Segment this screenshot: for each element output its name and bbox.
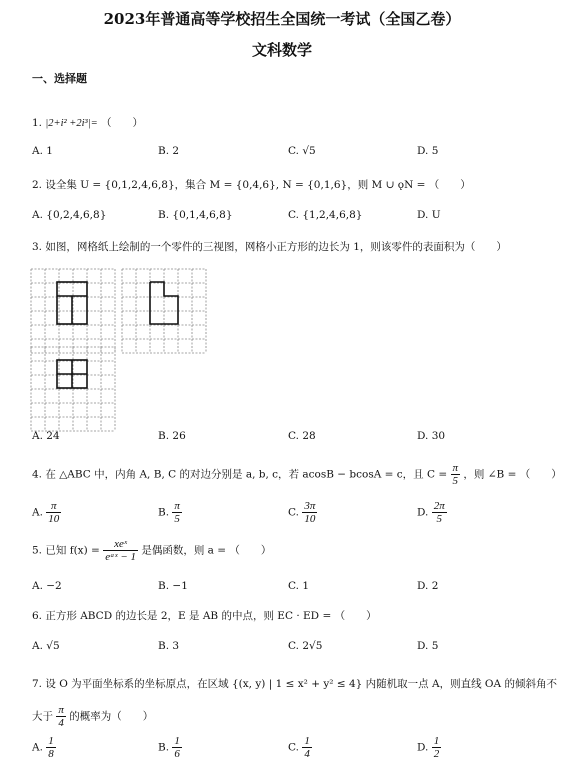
q5-option-a: A. −2 xyxy=(32,580,62,592)
q6-option-a: A. √5 xyxy=(32,640,60,652)
q2-text-2: N = （ ） xyxy=(404,179,471,191)
question-2 xyxy=(32,178,471,192)
q7-option-d: D. $\frac{1}{2}$ xyxy=(417,735,440,760)
q5-option-c: C. 1 xyxy=(288,580,310,592)
q5-option-d: D. 2 xyxy=(417,580,439,592)
q3-option-b: B. 26 xyxy=(158,430,186,442)
q4-text-2: ，则 ∠B = （ ） xyxy=(463,468,562,481)
q4-option-c: C. $\frac{3\pi}{10}$ xyxy=(288,500,316,525)
q1-option-a: A. 1 xyxy=(32,145,53,157)
question-7: 7. 设 O 为平面坐标系的坐标原点，在区域 {(x, y) | 1 ≤ x² + y² ≤ 4} 内随机取一点 A，则直线 OA 的倾斜角不 xyxy=(32,678,557,690)
section-heading: 一、选择题 xyxy=(32,72,87,85)
question-7-line-2: 大于 $\frac{\pi}{4}$ 的概率为（ ） xyxy=(32,704,154,729)
q7-option-a: A. $\frac{1}{8}$ xyxy=(32,735,54,760)
top-view-figure xyxy=(30,346,116,432)
q1-tail: （ ） xyxy=(101,117,144,129)
q3-option-a: A. 24 xyxy=(32,430,60,442)
q6-option-c: C. 2√5 xyxy=(288,640,323,652)
q5-text-2: 是偶函数，则 a = （ ） xyxy=(141,544,272,557)
q7-option-b: B. $\frac{1}{6}$ xyxy=(158,735,180,760)
q1-option-b: B. 2 xyxy=(158,145,180,157)
q2-option-c: C. {1,2,4,6,8} xyxy=(288,209,363,221)
q4-text: 4. 在 △ABC 中，内角 A, B, C 的对边分别是 a, b, c，若 acosB − bcosA = c，且 C = xyxy=(32,468,448,481)
page-title: 2023年普通高等学校招生全国统一考试（全国乙卷） xyxy=(103,10,461,28)
question-1 xyxy=(32,116,143,131)
q5-text: 5. 已知 f(x) = xyxy=(32,544,100,557)
q4-option-d: D. $\frac{2\pi}{5}$ xyxy=(417,500,445,525)
q6-option-d: D. 5 xyxy=(417,640,439,652)
q1-expression: |2+i² +2i³|= xyxy=(45,118,98,129)
front-view-figure xyxy=(30,268,116,354)
q2-option-d: D. U xyxy=(417,209,441,221)
question-4 xyxy=(32,462,562,487)
question-3: 3. 如图，网格纸上绘制的一个零件的三视图，网格小正方形的边长为 1，则该零件的表面积为（ ） xyxy=(32,241,507,253)
side-view-figure xyxy=(121,268,207,354)
question-6: 6. 正方形 ABCD 的边长是 2，E 是 AB 的中点，则 EC · ED = （ ） xyxy=(32,610,377,622)
q2-text: 2. 设全集 U = {0,1,2,4,6,8}，集合 M = {0,4,6}, N = {0,1,6}，则 M ∪ ǫ xyxy=(32,179,405,191)
q5-fraction: $\frac{\text{xeˣ}}{\text{eᵃˣ − 1}}$ xyxy=(105,538,136,563)
q4-fraction: $\frac{\pi}{5}$ xyxy=(452,462,459,487)
question-5 xyxy=(32,538,271,563)
q1-option-d: D. 5 xyxy=(417,145,439,157)
q7-option-c: C. $\frac{1}{4}$ xyxy=(288,735,310,760)
q4-option-a: A. $\frac{\pi}{10}$ xyxy=(32,500,60,525)
q4-option-b: B. $\frac{\pi}{5}$ xyxy=(158,500,180,525)
q6-option-b: B. 3 xyxy=(158,640,180,652)
q1-number: 1. xyxy=(32,117,43,129)
q2-option-b: B. {0,1,4,6,8} xyxy=(158,209,233,221)
page-subtitle: 文科数学 xyxy=(251,41,312,59)
q3-option-d: D. 30 xyxy=(417,430,446,442)
q2-option-a: A. {0,2,4,6,8} xyxy=(32,209,107,221)
q3-option-c: C. 28 xyxy=(288,430,316,442)
q1-option-c: C. √5 xyxy=(288,145,316,157)
q5-option-b: B. −1 xyxy=(158,580,188,592)
